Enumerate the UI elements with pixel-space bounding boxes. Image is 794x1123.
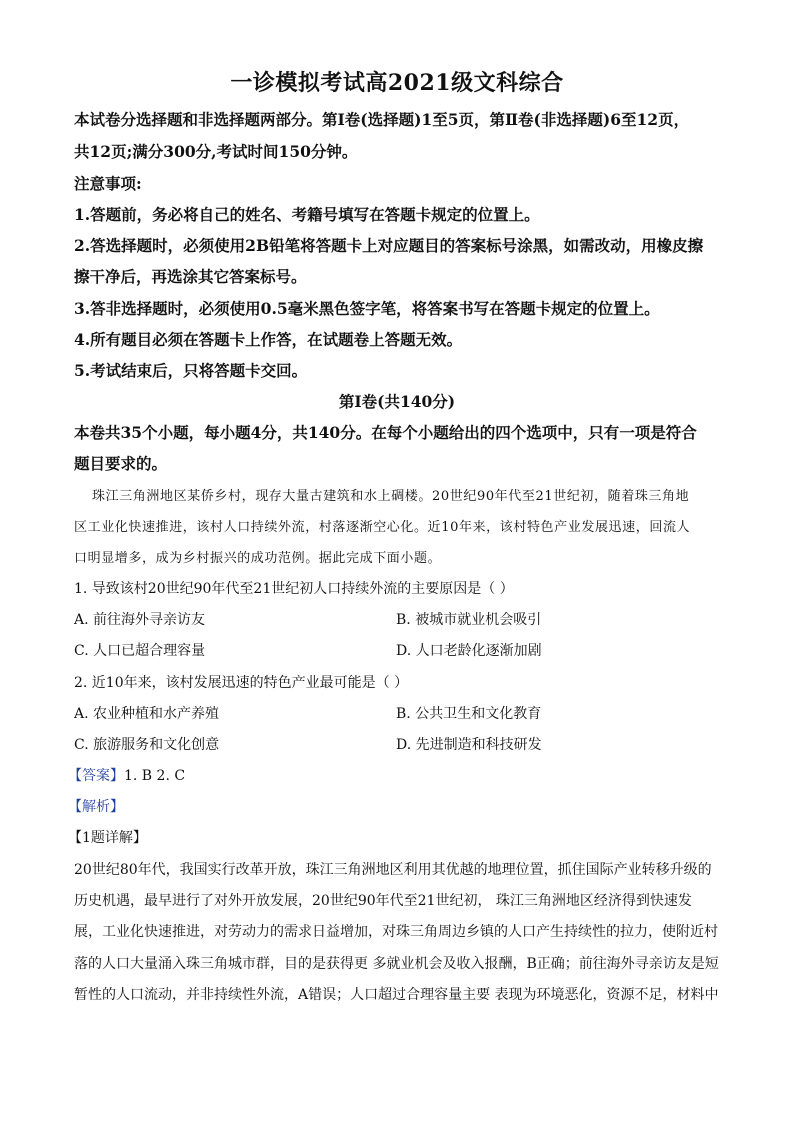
answer-row [68, 765, 185, 785]
intro-line-2: 共12页;满分300分,考试时间150分钟。 [74, 142, 358, 161]
question-2-option-d: D. 先进制造和科技研发 [396, 737, 542, 753]
passage-line: 口明显增多，成为乡村振兴的成功范例。据此完成下面小题。 [74, 551, 442, 566]
question-2-option-b: B. 公共卫生和文化教育 [396, 706, 542, 722]
answer-label: 【答案】 [68, 768, 124, 784]
question-1-option-c: C. 人口已超合理容量 [74, 643, 206, 659]
passage-line: 珠江三角洲地区某侨乡村，现存大量古建筑和水上碉楼。20世纪90年代至21世纪初，随着珠三角地 [92, 489, 690, 504]
explanation-line: 20世纪80年代，我国实行改革开放，珠江三角洲地区利用其优越的地理位置，抓住国际产业转移升级的 [74, 862, 712, 878]
section-desc-1: 本卷共35个小题，每小题4分，共140分。在每个小题给出的四个选项中，只有一项是符合 [74, 423, 697, 442]
note-item: 4.所有题目必须在答题卡上作答，在试题卷上答题无效。 [74, 330, 463, 349]
question-2-option-a: A. 农业种植和水产养殖 [74, 706, 220, 722]
detail-label: 【1题详解】 [68, 830, 147, 846]
explanation-line: 暂性的人口流动，并非持续性外流，A错误；人口超过合理容量主要 表现为环境恶化，资源不足，材料中 [74, 987, 719, 1003]
passage-line: 区工业化快速推进，该村人口持续外流，村落逐渐空心化。近10年来，该村特色产业发展迅速，回流人 [74, 520, 691, 535]
question-1-option-d: D. 人口老龄化逐渐加剧 [396, 643, 542, 659]
question-2-option-c: C. 旅游服务和文化创意 [74, 737, 220, 753]
note-item: 5.考试结束后，只将答题卡交回。 [74, 361, 308, 380]
page-title: 一诊模拟考试高2021级文科综合 [230, 70, 564, 96]
question-2-stem: 2. 近10年来，该村发展迅速的特色产业最可能是（ ） [74, 675, 409, 691]
note-item: 擦干净后，再选涂其它答案标号。 [74, 267, 307, 286]
notes-heading: 注意事项: [74, 174, 142, 193]
explanation-line: 展，工业化快速推进，对劳动力的需求日益增加，对珠三角周边乡镇的人口产生持续性的拉力，使附近村 [74, 924, 718, 940]
explanation-line: 落的人口大量涌入珠三角城市群，目的是获得更 多就业机会及收入报酬，B正确；前往海外寻亲访友是短 [74, 956, 719, 972]
answer-value: 1. B 2. C [124, 768, 186, 784]
analysis-label: 【解析】 [68, 799, 124, 815]
note-item: 3.答非选择题时，必须使用0.5毫米黑色签字笔，将答案书写在答题卡规定的位置上。 [74, 299, 660, 318]
question-1-stem: 1. 导致该村20世纪90年代至21世纪初人口持续外流的主要原因是（ ） [74, 581, 514, 597]
explanation-line: 历史机遇，最早进行了对外开放发展，20世纪90年代至21世纪初， 珠江三角洲地区经济得到快速发 [74, 893, 692, 909]
intro-line-1: 本试卷分选择题和非选择题两部分。第Ⅰ卷(选择题)1至5页，第Ⅱ卷(非选择题)6至12页， [74, 110, 690, 129]
note-item: 1.答题前，务必将自己的姓名、考籍号填写在答题卡规定的位置上。 [74, 205, 540, 224]
section-heading: 第Ⅰ卷(共140分) [338, 392, 456, 411]
section-desc-2: 题目要求的。 [74, 454, 168, 473]
question-1-option-a: A. 前往海外寻亲访友 [74, 612, 206, 628]
question-1-option-b: B. 被城市就业机会吸引 [396, 612, 542, 628]
note-item: 2.答选择题时，必须使用2B铅笔将答题卡上对应题目的答案标号涂黑，如需改动，用橡皮擦 [74, 236, 704, 255]
